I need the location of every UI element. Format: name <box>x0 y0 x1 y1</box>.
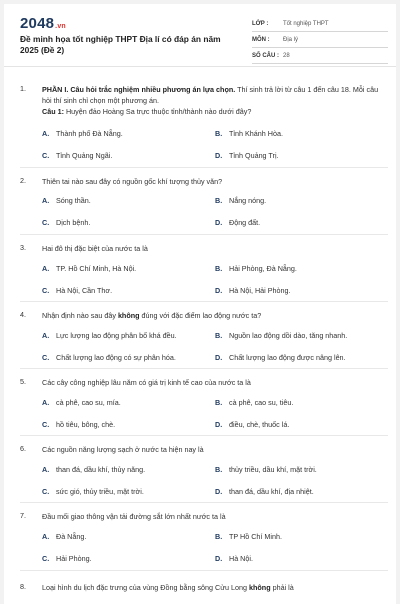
meta-value: 28 <box>283 52 290 59</box>
question-divider <box>20 502 388 503</box>
option-d[interactable]: D. than đá, dầu khí, địa nhiệt. <box>215 487 314 496</box>
option-d[interactable]: D. Động đất. <box>215 218 261 227</box>
option-d[interactable]: D. Hà Nội. <box>215 554 253 563</box>
option-c[interactable]: C. Chất lượng lao động có sự phân hóa. <box>42 353 176 362</box>
option-a[interactable]: A. than đá, dầu khí, thủy năng. <box>42 465 146 474</box>
emphasis-not: không <box>117 311 140 320</box>
meta-row-count <box>252 48 388 64</box>
option-b[interactable]: B. cà phê, cao su, tiêu. <box>215 398 294 407</box>
option-b[interactable]: B. Nắng nóng. <box>215 196 267 205</box>
question-number: 5. <box>20 377 26 386</box>
option-c[interactable]: C. Hải Phòng. <box>42 554 92 563</box>
option-b[interactable]: B. thủy triều, dầu khí, mặt trời. <box>215 465 317 474</box>
question-text: Hai đô thị đặc biệt của nước ta là <box>42 244 148 253</box>
question-number: 2. <box>20 176 26 185</box>
question-text: Nhận định nào sau đây không đúng với đặc điểm lao động nước ta? <box>42 311 262 320</box>
question-number: 7. <box>20 511 26 520</box>
option-d[interactable]: D. Hà Nội, Hải Phòng. <box>215 286 291 295</box>
meta-value: Địa lý <box>283 36 299 43</box>
question-number: 6. <box>20 444 26 453</box>
header-divider <box>4 66 396 67</box>
question-text <box>42 84 388 117</box>
site-logo[interactable] <box>20 15 66 32</box>
sub-question-label: Câu 1: <box>42 107 64 116</box>
part-heading: PHẦN I. Câu hỏi trắc nghiệm nhiều phương án lựa chọn. <box>42 85 236 94</box>
part-intro: Thí sinh trả lời từ câu 1 đến câu 18. Mỗi câu hỏi thí sinh chỉ chọn một phương án. <box>42 85 379 105</box>
sub-question-text: Huyện đảo Hoàng Sa trực thuộc tỉnh/thành nào dưới đây? <box>63 107 252 116</box>
question-divider <box>20 435 388 436</box>
option-b[interactable]: B. Hải Phòng, Đà Nẵng. <box>215 264 297 273</box>
question-text: Thiên tai nào sau đây có nguồn gốc khí tượng thủy văn? <box>42 177 223 186</box>
question-text: Loại hình du lịch đặc trưng của vùng Đồng bằng sông Cửu Long không phải là <box>42 583 294 592</box>
option-d[interactable]: D. Tỉnh Quảng Trị. <box>215 151 279 160</box>
question-divider <box>20 368 388 369</box>
question-number: 1. <box>20 84 26 93</box>
logo-suffix: .vn <box>55 23 66 30</box>
question-number: 4. <box>20 310 26 319</box>
option-a[interactable]: A. Đà Nẵng. <box>42 532 87 541</box>
meta-row-class <box>252 16 388 32</box>
option-c[interactable]: C. Tỉnh Quảng Ngãi. <box>42 151 113 160</box>
page-title: Đề minh họa tốt nghiệp THPT Địa lí có đáp án năm 2025 (Đề 2) <box>20 34 221 55</box>
meta-key: MÔN : <box>252 36 270 43</box>
option-b[interactable]: B. Tỉnh Khánh Hòa. <box>215 129 283 138</box>
meta-key: LỚP : <box>252 20 269 27</box>
logo-main: 2048 <box>20 15 55 32</box>
meta-value: Tốt nghiệp THPT <box>283 20 329 27</box>
exam-meta <box>252 16 388 64</box>
question-divider <box>20 234 388 235</box>
option-a[interactable]: A. Lực lượng lao động phân bố khá đều. <box>42 331 177 340</box>
emphasis-not: không <box>249 583 271 592</box>
meta-key: SỐ CÂU : <box>252 52 279 59</box>
option-c[interactable]: C. sức gió, thủy triều, mặt trời. <box>42 487 144 496</box>
option-d[interactable]: D. Chất lượng lao động được nâng lên. <box>215 353 346 362</box>
question-divider <box>20 570 388 571</box>
option-a[interactable]: A. Sóng thần. <box>42 196 91 205</box>
option-c[interactable]: C. Hà Nội, Cần Thơ. <box>42 286 113 295</box>
option-b[interactable]: B. TP Hồ Chí Minh. <box>215 532 282 541</box>
option-c[interactable]: C. hồ tiêu, bông, chè. <box>42 420 116 429</box>
question-divider <box>20 167 388 168</box>
document-page <box>4 4 396 604</box>
question-text: Đầu mối giao thông vận tải đường sắt lớn nhất nước ta là <box>42 512 226 521</box>
option-a[interactable]: A. Thành phố Đà Nẵng. <box>42 129 123 138</box>
option-c[interactable]: C. Dịch bệnh. <box>42 218 91 227</box>
question-text: Các cây công nghiệp lâu năm có giá trị kinh tế cao của nước ta là <box>42 378 251 387</box>
document-header <box>4 4 396 66</box>
question-number: 3. <box>20 243 26 252</box>
question-divider <box>20 301 388 302</box>
option-a[interactable]: A. TP. Hồ Chí Minh, Hà Nội. <box>42 264 137 273</box>
option-b[interactable]: B. Nguồn lao động dồi dào, tăng nhanh. <box>215 331 348 340</box>
meta-row-subject <box>252 32 388 48</box>
question-number: 8. <box>20 582 26 591</box>
question-text: Các nguồn năng lượng sạch ở nước ta hiện nay là <box>42 445 204 454</box>
option-d[interactable]: D. điều, chè, thuốc lá. <box>215 420 290 429</box>
option-a[interactable]: A. cà phê, cao su, mía. <box>42 398 121 407</box>
